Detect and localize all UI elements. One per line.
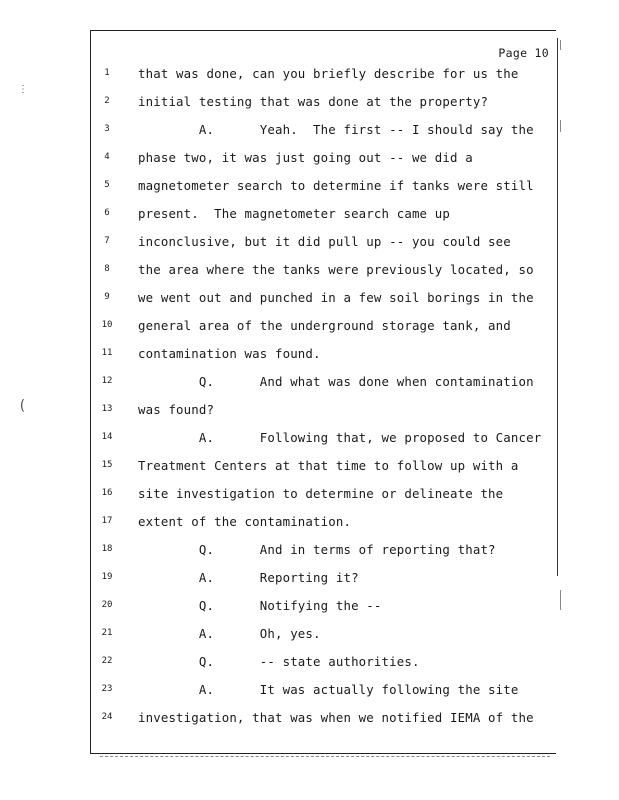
line-number: 3 <box>104 124 110 134</box>
transcript-line <box>0 290 619 312</box>
line-text: was found? <box>138 402 215 417</box>
transcript-line <box>0 150 619 172</box>
margin-mark-top: ⋮ <box>18 84 28 95</box>
line-text: the area where the tanks were previously located, so <box>138 262 534 277</box>
transcript-line <box>0 122 619 144</box>
line-number: 19 <box>101 572 113 582</box>
line-text: phase two, it was just going out -- we did a <box>138 150 473 165</box>
transcript-line <box>0 262 619 284</box>
line-number: 23 <box>101 684 113 694</box>
line-text: Q. -- state authorities. <box>138 654 420 669</box>
line-text: Q. And what was done when contamination <box>138 374 534 389</box>
line-text: A. Following that, we proposed to Cancer <box>138 430 542 445</box>
transcript-line <box>0 206 619 228</box>
transcript-line <box>0 486 619 508</box>
page-number: Page 10 <box>498 46 549 60</box>
line-text: extent of the contamination. <box>138 514 352 529</box>
line-number: 10 <box>101 320 113 330</box>
line-number: 11 <box>101 348 113 358</box>
line-number: 21 <box>101 628 113 638</box>
line-number: 16 <box>101 488 113 498</box>
line-number: 24 <box>101 712 113 722</box>
line-text: general area of the underground storage tank, and <box>138 318 511 333</box>
transcript-line <box>0 178 619 200</box>
line-number: 13 <box>101 404 113 414</box>
transcript-line <box>0 430 619 452</box>
line-number: 15 <box>101 460 113 470</box>
transcript-line <box>0 66 619 88</box>
transcript-line <box>0 458 619 480</box>
transcript-line <box>0 542 619 564</box>
transcript-line <box>0 570 619 592</box>
transcript-line <box>0 374 619 396</box>
line-number: 12 <box>101 376 113 386</box>
line-text: A. Reporting it? <box>138 570 359 585</box>
line-number: 8 <box>104 264 110 274</box>
transcript-line <box>0 94 619 116</box>
line-number: 9 <box>104 292 110 302</box>
scan-tick <box>560 40 561 50</box>
transcript-line <box>0 318 619 340</box>
line-text: site investigation to determine or delineate the <box>138 486 504 501</box>
line-text: A. Oh, yes. <box>138 626 321 641</box>
margin-mark-paren: ( <box>18 398 27 414</box>
transcript-line <box>0 654 619 676</box>
line-number: 7 <box>104 236 110 246</box>
line-text: inconclusive, but it did pull up -- you could see <box>138 234 511 249</box>
line-number: 2 <box>104 96 110 106</box>
line-text: contamination was found. <box>138 346 321 361</box>
line-number: 4 <box>104 152 110 162</box>
line-number: 20 <box>101 600 113 610</box>
line-text: A. It was actually following the site <box>138 682 519 697</box>
line-text: initial testing that was done at the property? <box>138 94 489 109</box>
transcript-line <box>0 626 619 648</box>
line-number: 6 <box>104 208 110 218</box>
transcript-line <box>0 402 619 424</box>
transcript-line <box>0 682 619 704</box>
line-number: 1 <box>104 68 110 78</box>
line-text: Treatment Centers at that time to follow up with a <box>138 458 519 473</box>
line-number: 18 <box>101 544 113 554</box>
line-number: 17 <box>101 516 113 526</box>
line-number: 22 <box>101 656 113 666</box>
line-text: that was done, can you briefly describe for us the <box>138 66 519 81</box>
transcript-line <box>0 514 619 536</box>
line-number: 5 <box>104 180 110 190</box>
line-text: investigation, that was when we notified IEMA of the <box>138 710 534 725</box>
line-text: we went out and punched in a few soil borings in the <box>138 290 534 305</box>
line-text: Q. And in terms of reporting that? <box>138 542 496 557</box>
transcript-line <box>0 710 619 732</box>
line-number: 14 <box>101 432 113 442</box>
line-text: magnetometer search to determine if tanks were still <box>138 178 534 193</box>
transcript-line <box>0 598 619 620</box>
footer-scan-line <box>100 756 550 759</box>
transcript-line <box>0 346 619 368</box>
line-text: present. The magnetometer search came up <box>138 206 451 221</box>
transcript-line <box>0 234 619 256</box>
line-text: A. Yeah. The first -- I should say the <box>138 122 534 137</box>
line-text: Q. Notifying the -- <box>138 598 382 613</box>
